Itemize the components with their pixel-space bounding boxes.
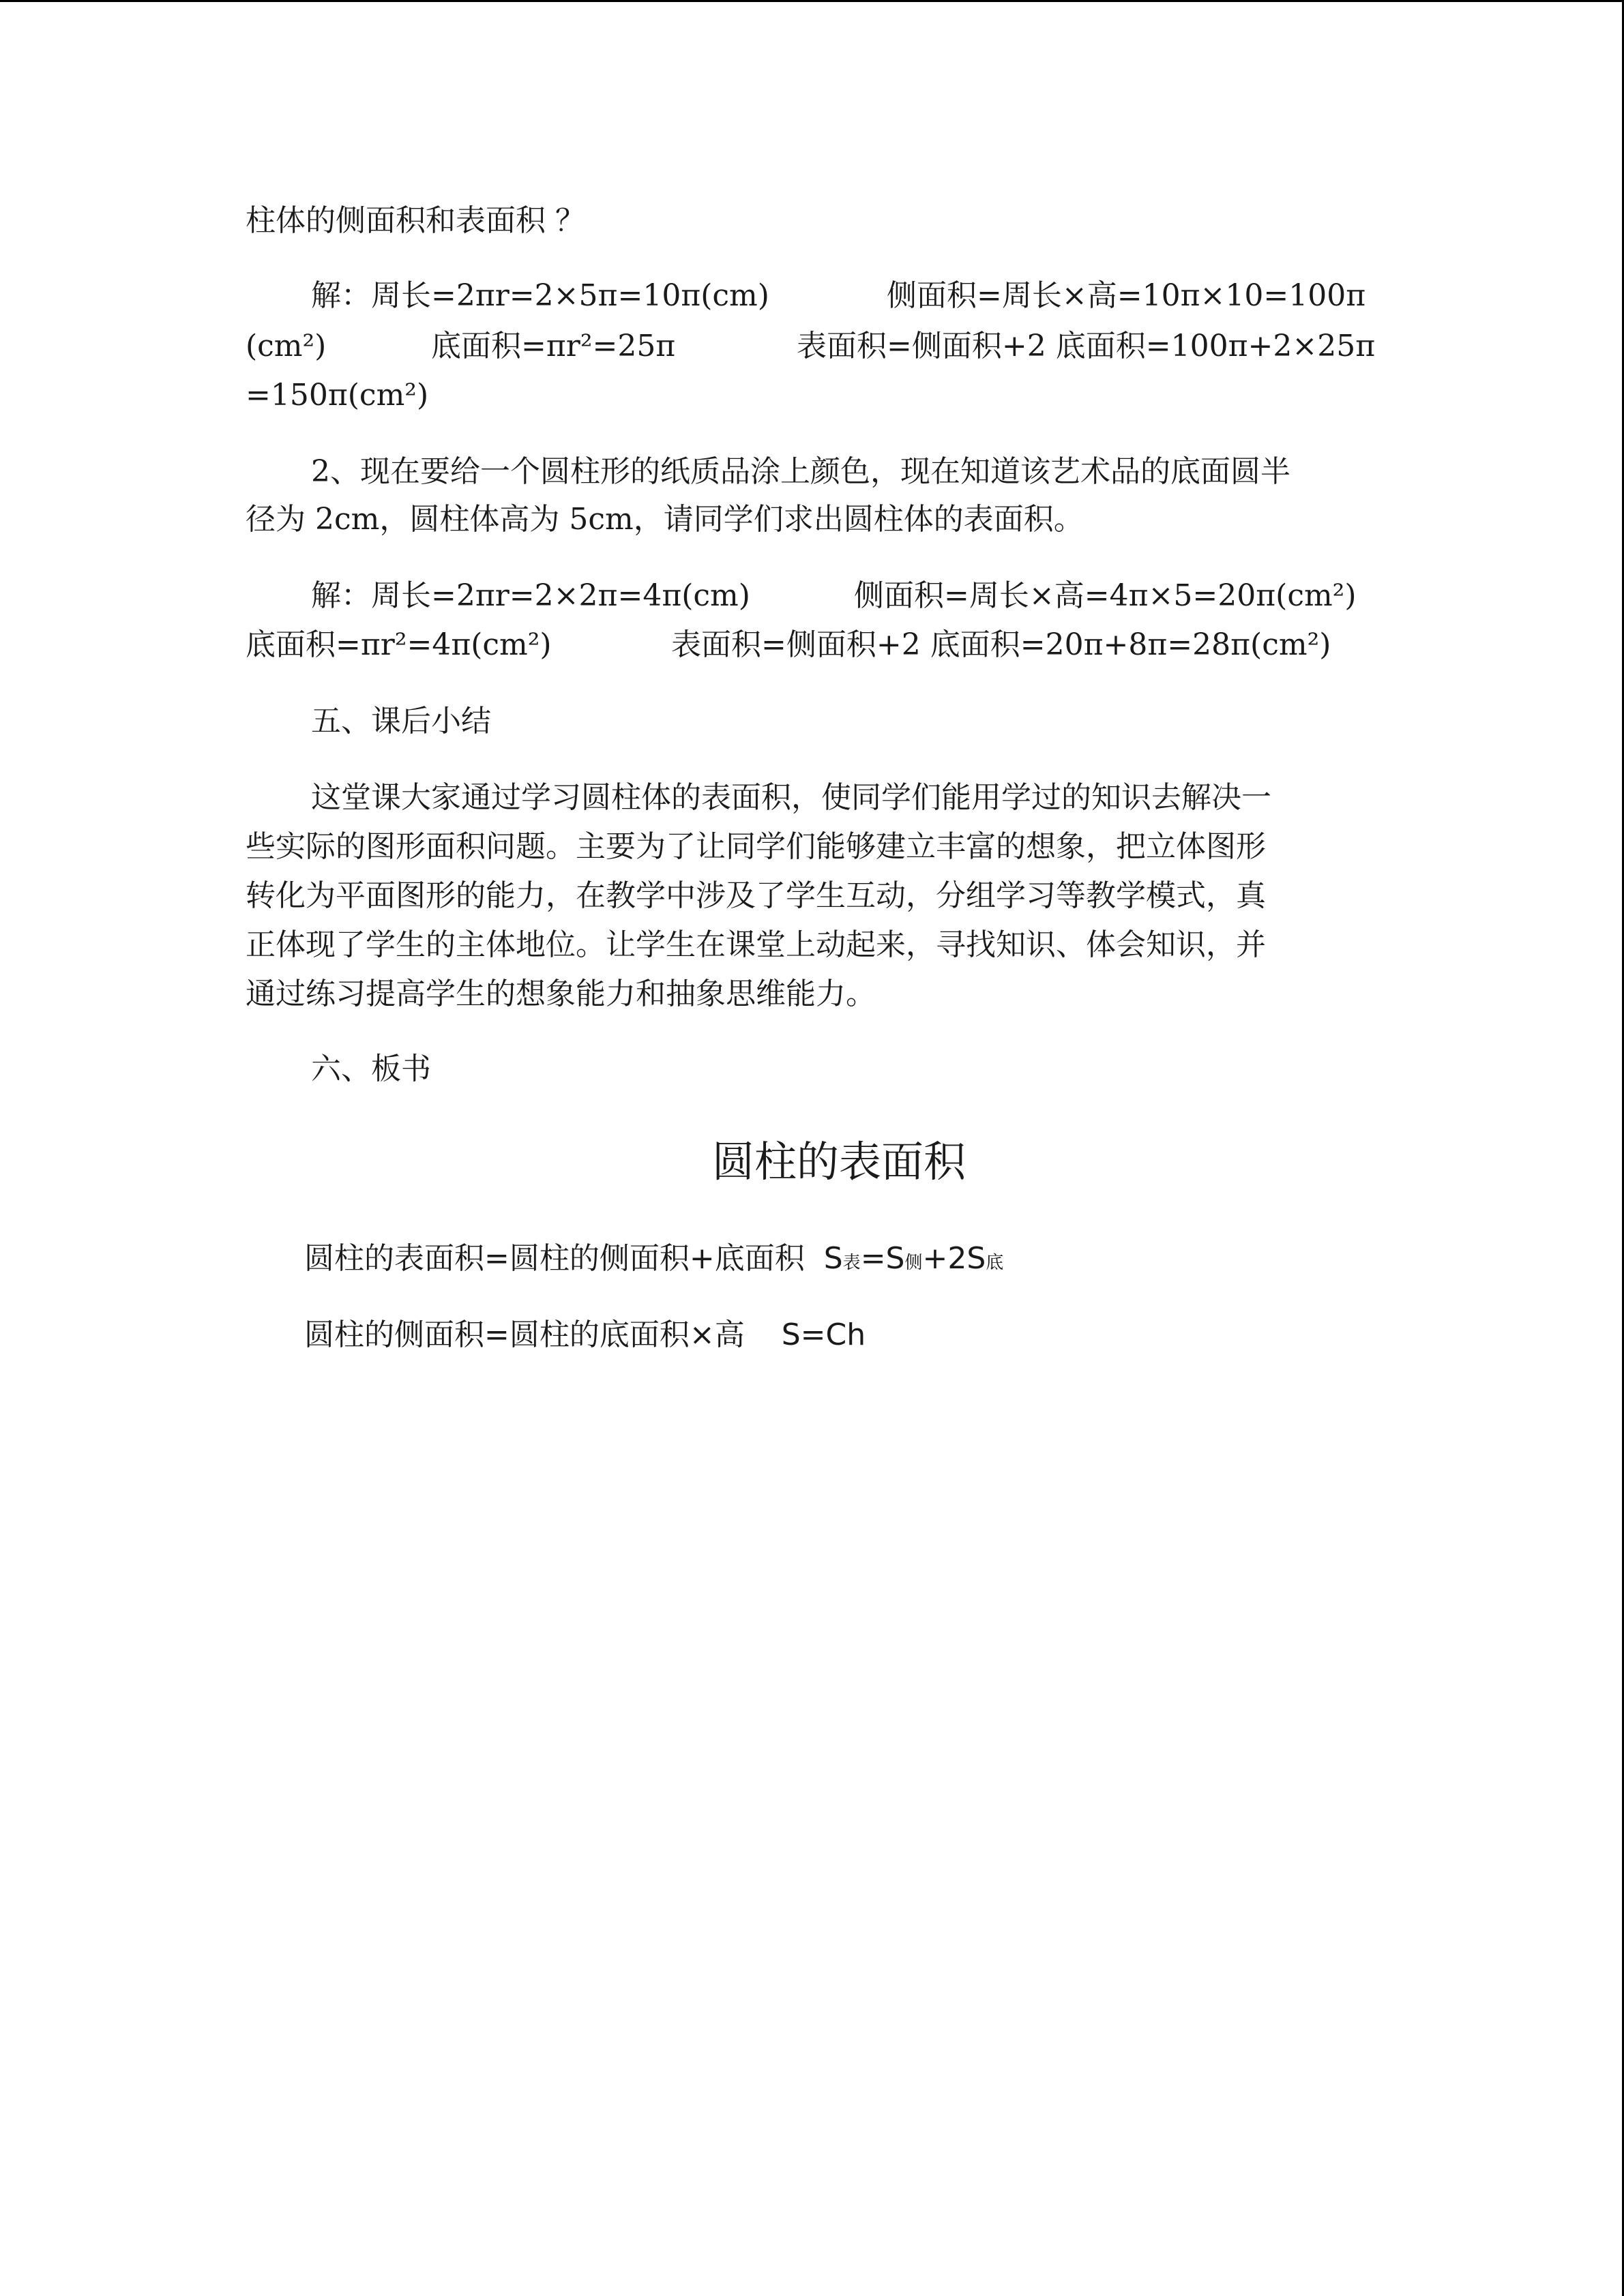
solution1-lateral-area: 侧面积=周长×高=10π×10=100π	[887, 278, 1366, 313]
summary-line-4: 正体现了学生的主体地位。让学生在课堂上动起来，寻找知识、体会知识，并	[246, 927, 1266, 962]
question2-line1: 2、现在要给一个圆柱形的纸质品涂上颜色，现在知道该艺术品的底面圆半	[311, 454, 1290, 489]
formula1-sub-ce: 侧	[904, 1253, 923, 1273]
summary-line-3: 转化为平面图形的能力，在教学中涉及了学生互动，分组学习等教学模式，真	[246, 878, 1266, 913]
solution2-perimeter: 解：周长=2πr=2×2π=4π(cm)	[311, 578, 750, 613]
formula1-sub-biao: 表	[842, 1253, 861, 1273]
summary-line-1: 这堂课大家通过学习圆柱体的表面积，使同学们能用学过的知识去解决一	[311, 780, 1271, 815]
solution1-perimeter: 解：周长=2πr=2×5π=10π(cm)	[311, 278, 769, 313]
summary-line-2: 些实际的图形面积问题。主要为了让同学们能够建立丰富的想象，把立体图形	[246, 829, 1266, 864]
formula1-s: S	[823, 1241, 843, 1276]
solution1-surface-area: 表面积=侧面积+2 底面积=100π+2×25π	[797, 329, 1376, 363]
formula1-eq: =S	[860, 1241, 905, 1276]
solution2-surface-area: 表面积=侧面积+2 底面积=20π+8π=28π(cm²)	[671, 627, 1331, 662]
board-formula-1	[304, 1240, 1003, 1282]
formula1-sub-di: 底	[986, 1253, 1004, 1273]
solution2-lateral-area: 侧面积=周长×高=4π×5=20π(cm²)	[854, 578, 1357, 613]
formula1-text: 圆柱的表面积=圆柱的侧面积+底面积	[304, 1241, 805, 1276]
section-board-heading: 六、板书	[311, 1052, 431, 1086]
formula1-plus: +2S	[922, 1241, 986, 1276]
solution1-base-area: 底面积=πr²=25π	[431, 329, 676, 363]
solution1-unit: (cm²)	[246, 329, 327, 363]
section-summary-heading: 五、课后小结	[311, 704, 491, 739]
question2-line2: 径为 2cm，圆柱体高为 5cm，请同学们求出圆柱体的表面积。	[246, 502, 1084, 537]
board-formula-2	[304, 1316, 866, 1354]
solution1-result: =150π(cm²)	[246, 378, 429, 413]
solution2-base-area: 底面积=πr²=4π(cm²)	[246, 627, 552, 662]
board-title: 圆柱的表面积	[712, 1137, 966, 1187]
formula2-text: 圆柱的侧面积=圆柱的底面积×高	[304, 1317, 745, 1352]
formula2-expr: S=Ch	[781, 1317, 866, 1352]
summary-line-5: 通过练习提高学生的想象能力和抽象思维能力。	[246, 976, 876, 1011]
paragraph-continuation: 柱体的侧面积和表面积 ？	[246, 203, 585, 238]
